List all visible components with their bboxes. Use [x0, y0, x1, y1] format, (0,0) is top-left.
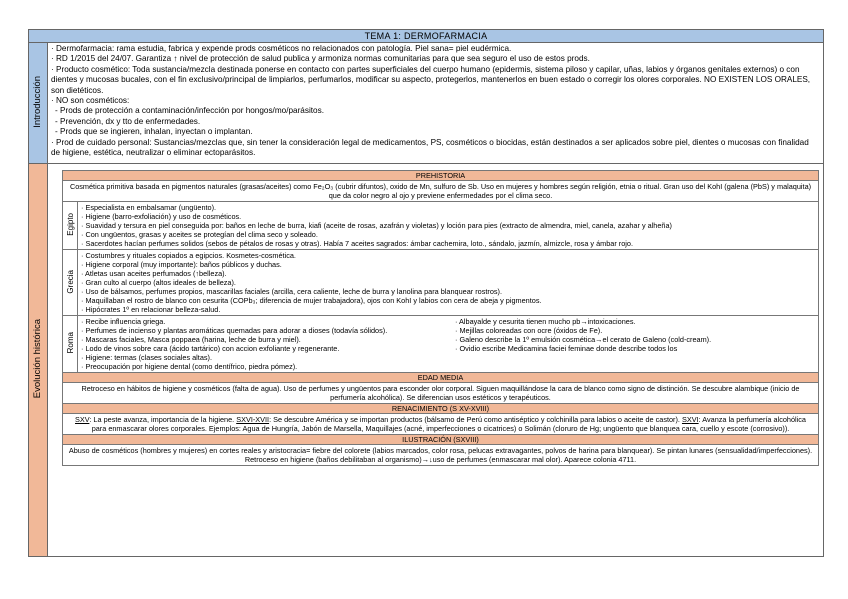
grecia-item: · Hipócrates 1º en relacionar belleza-salud.: [81, 305, 221, 314]
prehistoria-heading: PREHISTORIA: [63, 171, 819, 181]
egipto-item: · Especialista en embalsamar (ungüento).: [81, 203, 217, 212]
roma-content: [78, 316, 819, 373]
renacimiento-heading: RENACIMIENTO (S XV-XVIII): [63, 404, 819, 414]
roma-label: Roma: [65, 332, 75, 354]
egipto-item: · Con ungüentos, grasas y aceites se protegían del clima seco y soleado.: [81, 230, 318, 239]
renacimiento-text: [63, 414, 819, 435]
roma-item: · Perfumes de incienso y plantas aromáticas quemadas para adorar a dioses (todavía sólidos).: [81, 326, 388, 335]
renacimiento-sxv-label: SXV: [75, 415, 90, 424]
roma-item: · Albayalde y cesurita tienen mucho pb→intoxicaciones.: [455, 317, 636, 326]
intro-side-label-cell: [29, 43, 48, 164]
renacimiento-sxvi-xvii-label: SXVI-XVII: [236, 415, 270, 424]
egipto-label-cell: [63, 202, 78, 250]
roma-item: · Recibe influencia griega.: [81, 317, 166, 326]
roma-item: · Mejillas coloreadas con ocre (óxidos de Fe).: [455, 326, 603, 335]
intro-subitem: - Prevención, dx y tto de enfermedades.: [55, 116, 201, 126]
intro-item: · Prod de cuidado personal: Sustancias/mezclas que, sin tener la consideración legal de medicamentos, PS, cosméticos o biocidas, están destinados a ser aplicados sobre piel, dientes o mucosas con finalidad de higiene, estética, neutralizar o eliminar ectoparásitos.: [51, 137, 809, 158]
roma-item: · Ovidio escribe Medicamina faciei feminae donde describe todos los: [455, 344, 678, 353]
history-side-label: Evolución histórica: [32, 318, 43, 399]
grecia-item: · Maquillaban el rostro de blanco con cesurita (COPb₃; diferencia de mujer trabajadora), ojos con KohI y labios con cera de abeja y pigmentos.: [81, 296, 542, 305]
grecia-item: · Atletas usan aceites perfumados (↑belleza).: [81, 269, 227, 278]
page-title: TEMA 1: DERMOFARMACIA: [29, 30, 824, 43]
intro-item: · NO son cosméticos:: [51, 96, 130, 106]
egipto-content: [78, 202, 819, 250]
intro-subitem: - Prods que se ingieren, inhalan, inyectan o implantan.: [55, 127, 253, 137]
grecia-content: [78, 250, 819, 316]
egipto-label: Egipto: [65, 213, 75, 236]
egipto-item: · Sacerdotes hacían perfumes solidos (sebos de pétalos de rosas y otras). Había 7 aceites sagrados: ámbar cachemira, loto., sándalo, jazmín, almizcle, rosa y ámbar rojo.: [81, 239, 633, 248]
intro-item: · RD 1/2015 del 24/07. Garantiza ↑ nivel de protección de salud publica y armoniza normas comunitarias para que sea seguro el uso de estos prods.: [51, 54, 590, 64]
grecia-item: · Costumbres y rituales copiados a egipcios. Kosmetes-cosmética.: [81, 251, 296, 260]
grecia-label: Grecia: [65, 269, 75, 294]
renacimiento-sxvi-xvii-text: : Se descubre América y se importan productos (bálsamo de Perú como antiséptico y colchinilla para labios o aceite de castor).: [269, 415, 682, 424]
renacimiento-sxv-text: : La peste avanza, importancia de la higiene.: [89, 415, 237, 424]
main-table: [28, 29, 824, 557]
grecia-label-cell: [63, 250, 78, 316]
renacimiento-sxvi-label: SXVI: [681, 415, 699, 424]
intro-subitem: - Prods de protección a contaminación/infección por hongos/mo/parásitos.: [55, 106, 324, 116]
grecia-item: · Uso de bálsamos, perfumes propios, mascarillas faciales (arcilla, cera caliente, leche de burra y lanolina para blanquear rostros).: [81, 287, 502, 296]
intro-side-label: Introducción: [32, 75, 43, 128]
prehistoria-text: Cosmética primitiva basada en pigmentos naturales (grasas/aceites) como Fe₂O₃ (cubrir difuntos), oxido de Mn, sulfuro de Sb. Uso en mujeres y hombres según religión, etnia o ritual. Gran uso del KohI (galena (PbS) y malaquita) que da color negro al ojo y previene enfermedades por el clima seco.: [63, 181, 819, 202]
roma-left-list: [81, 317, 441, 371]
roma-label-cell: [63, 316, 78, 373]
intro-content: [48, 43, 824, 164]
intro-item: · Producto cosmético: Toda sustancia/mezcla destinada ponerse en contacto con partes superficiales del cuerpo humano (epidermis, sistema piloso y capilar, uñas, labios y órganos genitales externos) o con dientes y mucosas bucales, con el fin exclusivo/principal de limpiarlos, perfumarlos, modificar su aspecto, protegerlos, mantenerlos en buen estado o corregir los olores corporales. NO EXISTEN LOS ORALES, son dietéticos.: [51, 64, 811, 95]
history-table: [62, 170, 819, 466]
roma-item: · Higiene: termas (clases sociales altas).: [81, 353, 212, 362]
renacimiento-sxvi-text: : Avanza la perfumería alcohólica para enmascarar olores corporales. Ejemplos: Agua de Hungría, Jabón de Marsella, Maquillajes (acné, imperfecciones o cicatrices) o Solimán (cloruro de Hg; ungüento que blanquea cara, cuello y escote (corrosivo)).: [91, 415, 806, 433]
history-content: [48, 164, 824, 557]
edad-media-text: Retroceso en hábitos de higiene y cosméticos (falta de agua). Uso de perfumes y ungüentos para esconder olor corporal. Siguen maquillándose la cara de blanco como signo de distinción. Se descubre alambique (inicio de perfumería alcohólica). Se diferencian usos estéticos y terapéuticos.: [63, 383, 819, 404]
grecia-item: · Gran culto al cuerpo (altos ideales de belleza).: [81, 278, 236, 287]
ilustracion-heading: ILUSTRACIÓN (SXVIII): [63, 435, 819, 445]
intro-list: [51, 44, 820, 158]
roma-item: · Lodo de vinos sobre cara (ácido tartárico) con accion exfoliante y regenerante.: [81, 344, 340, 353]
document-page: [28, 29, 824, 567]
roma-columns: [81, 317, 815, 371]
edad-media-heading: EDAD MEDIA: [63, 373, 819, 383]
roma-item: · Galeno describe la 1º emulsión cosmética→el cerato de Galeno (cold-cream).: [455, 335, 712, 344]
egipto-item: · Higiene (barro-exfoliación) y uso de cosméticos.: [81, 212, 242, 221]
roma-item: · Preocupación por higiene dental (como dentífrico, piedra pómez).: [81, 362, 298, 371]
roma-right-list: [455, 317, 815, 371]
roma-item: · Mascaras faciales, Masca poppaea (harina, leche de burra y miel).: [81, 335, 301, 344]
intro-item: · Dermofarmacia: rama estudia, fabrica y expende prods cosméticos no relacionados con patología. Piel sana= piel eudérmica.: [51, 44, 512, 53]
grecia-item: · Higiene corporal (muy importante): baños públicos y duchas.: [81, 260, 282, 269]
history-side-label-cell: [29, 164, 48, 557]
ilustracion-text: Abuso de cosméticos (hombres y mujeres) en cortes reales y aristocracia= fiebre del colorete (labios marcados, color rosa, pelucas extravagantes, polvos de harina para blanquear). Se pintan lunares (sensualidad/imperfecciones). Retroceso en higiene (baños debilitaban al organismo)→↓uso de perfumes (enmascarar mal olor). Aparece colonia 4711.: [63, 445, 819, 466]
egipto-item: · Suavidad y tersura en piel conseguida por: baños en leche de burra, kiafi (aceite de rosas, azafrán y violetas) y loción para pies (extracto de almendra, miel, canela, azahar y alheña): [81, 221, 672, 230]
